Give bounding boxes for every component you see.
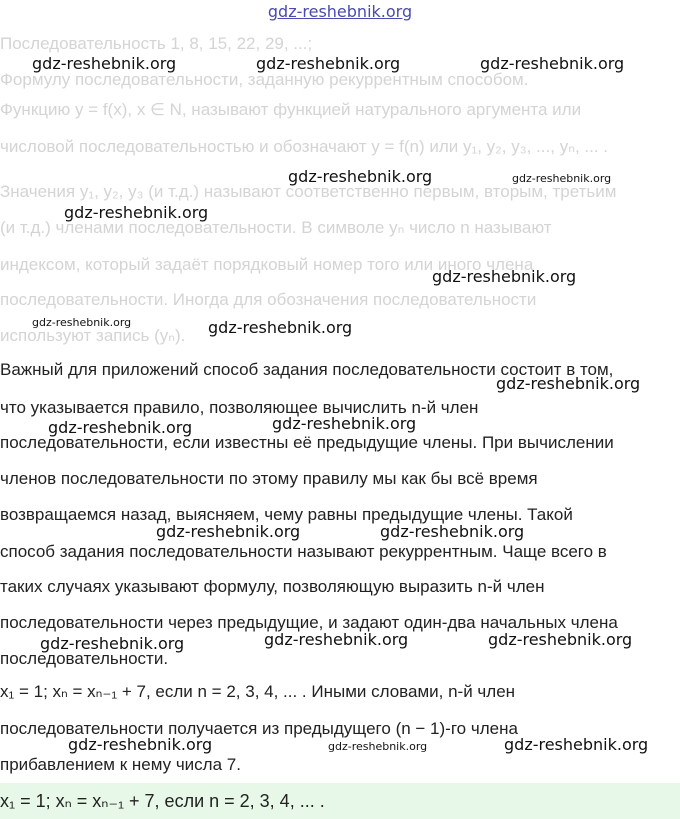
main-line-5: возвращаемся назад, выясняем, чему равны предыдущие члены. Такой <box>0 505 573 524</box>
watermark: gdz-reshebnik.org <box>32 54 177 73</box>
watermark: gdz-reshebnik.org <box>272 414 417 433</box>
faded-line-8: последовательности. Иногда для обозначения последовательности <box>0 290 537 309</box>
watermark: gdz-reshebnik.org <box>256 54 401 73</box>
watermark: gdz-reshebnik.org <box>432 267 577 286</box>
main-line-2: что указывается правило, позволяющее вычислить n-й член <box>0 398 479 417</box>
watermark: gdz-reshebnik.org <box>68 735 213 754</box>
faded-line-1: Последовательность 1, 8, 15, 22, 29, ...; <box>0 34 313 53</box>
main-line-10: x₁ = 1; xₙ = xₙ₋₁ + 7, если n = 2, 3, 4, ... . Иными словами, n-й член <box>0 682 516 701</box>
watermark: gdz-reshebnik.org <box>264 630 409 649</box>
main-line-12: прибавлением к нему числа 7. <box>0 755 241 774</box>
faded-line-9: используют запись (yₙ). <box>0 326 186 345</box>
watermark: gdz-reshebnik.org <box>496 374 641 393</box>
main-line-4: членов последовательности по этому правилу мы как бы всё время <box>0 469 538 488</box>
watermark: gdz-reshebnik.org <box>380 522 525 541</box>
faded-line-6: (и т.д.) членами последовательности. В символе yₙ число n называют <box>0 218 552 237</box>
watermark: gdz-reshebnik.org <box>488 630 633 649</box>
main-line-9: последовательности. <box>0 649 169 668</box>
watermark: gdz-reshebnik.org <box>48 418 193 437</box>
faded-line-2: Формулу последовательности, заданную рекуррентным способом. <box>0 70 529 89</box>
main-line-3: последовательности, если известны её предыдущие члены. При вычислении <box>0 433 614 452</box>
watermark: gdz-reshebnik.org <box>328 740 428 753</box>
faded-line-7: индексом, который задаёт порядковый номер того или иного члена <box>0 255 534 274</box>
watermark: gdz-reshebnik.org <box>156 522 301 541</box>
main-line-6: способ задания последовательности называют рекуррентным. Чаще всего в <box>0 542 607 561</box>
watermark: gdz-reshebnik.org <box>208 318 353 337</box>
watermark: gdz-reshebnik.org <box>512 172 612 185</box>
watermark: gdz-reshebnik.org <box>288 167 433 186</box>
main-line-7: таких случаях указывают формулу, позволяющую выразить n-й член <box>0 577 545 596</box>
watermark: gdz-reshebnik.org <box>504 735 649 754</box>
watermark: gdz-reshebnik.org <box>40 634 185 653</box>
faded-line-3: Функцию y = f(x), x ∈ N, называют функцией натурального аргумента или <box>0 100 582 119</box>
answer-formula: x₁ = 1; xₙ = xₙ₋₁ + 7, если n = 2, 3, 4, ... . <box>0 791 325 811</box>
site-link[interactable]: gdz-reshebnik.org <box>267 2 413 21</box>
watermark: gdz-reshebnik.org <box>32 316 132 329</box>
faded-line-5: Значения y₁, y₂, y₃ (и т.д.) называют соответственно первым, вторым, третьим <box>0 182 617 201</box>
watermark: gdz-reshebnik.org <box>64 203 209 222</box>
faded-line-4: числовой последовательностью и обозначают y = f(n) или y₁, y₂, y₃, ..., yₙ, ... . <box>0 137 609 156</box>
watermark: gdz-reshebnik.org <box>480 54 625 73</box>
main-line-8: последовательности через предыдущие, и задают один-два начальных члена <box>0 613 618 632</box>
main-line-11: последовательности получается из предыдущего (n − 1)-го члена <box>0 719 518 738</box>
main-line-1: Важный для приложений способ задания последовательности состоит в том, <box>0 360 614 379</box>
